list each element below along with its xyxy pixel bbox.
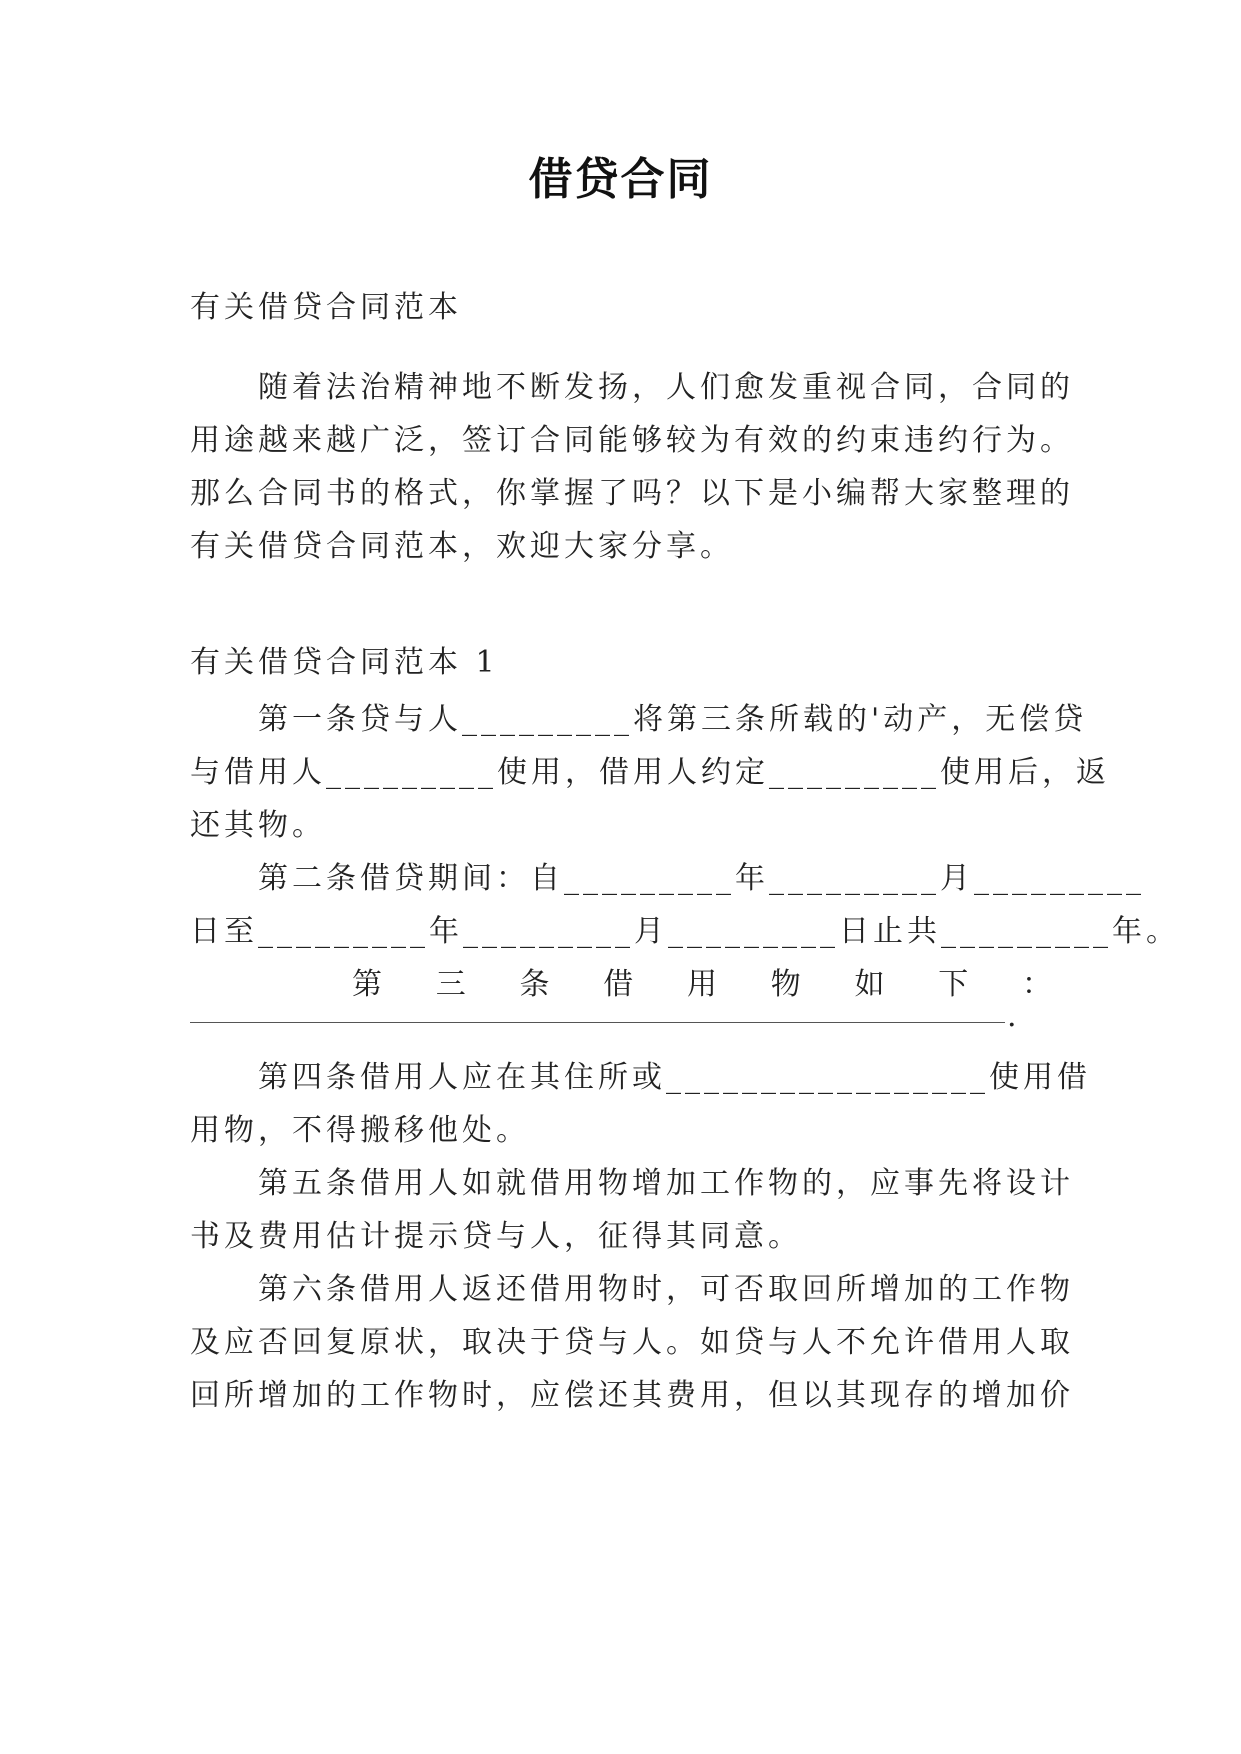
- section-heading: 有关借贷合同范本 1: [190, 645, 499, 680]
- article3-char: 借: [603, 967, 634, 1002]
- article3-char: 三: [435, 967, 466, 1002]
- article1-line-1: 第一条贷与人_________将第三条所载的'动产，无偿贷: [258, 702, 1088, 737]
- article5-line-1: 第五条借用人如就借用物增加工作物的，应事先将设计: [258, 1166, 1074, 1201]
- article6-line-2: 及应否回复原状，取决于贷与人。如贷与人不允许借用人取: [190, 1325, 1074, 1360]
- intro-line-1: 随着法治精神地不断发扬，人们愈发重视合同，合同的: [258, 370, 1074, 405]
- article3-char: 物: [770, 967, 801, 1002]
- article3-char: 下: [938, 967, 969, 1002]
- article3-char: 用: [687, 967, 717, 1002]
- article1-line-2: 与借用人_________使用，借用人约定_________使用后，返: [190, 755, 1110, 790]
- article4-line-2: 用物，不得搬移他处。: [190, 1113, 530, 1148]
- article3-char: ：: [1022, 967, 1052, 1002]
- article6-line-1: 第六条借用人返还借用物时，可否取回所增加的工作物: [258, 1272, 1074, 1307]
- intro-line-3: 那么合同书的格式，你掌握了吗？以下是小编帮大家整理的: [190, 476, 1074, 511]
- article3-char: 如: [854, 967, 885, 1002]
- article4-line-1: 第四条借用人应在其住所或_________________使用借: [258, 1060, 1091, 1095]
- article1-line-3: 还其物。: [190, 808, 326, 843]
- article3-char: 条: [519, 967, 550, 1002]
- intro-line-2: 用途越来越广泛，签订合同能够较为有效的约束违约行为。: [190, 423, 1074, 458]
- article3-fill-line: [190, 1022, 1005, 1023]
- intro-line-4: 有关借贷合同范本，欢迎大家分享。: [190, 529, 734, 564]
- article6-line-3: 回所增加的工作物时，应偿还其费用，但以其现存的增加价: [190, 1378, 1074, 1413]
- article3-char: 第: [352, 967, 382, 1002]
- article2-line-1: 第二条借贷期间：自_________年_________月_________: [258, 861, 1145, 896]
- subtitle: 有关借贷合同范本: [190, 290, 462, 325]
- document-title: 借贷合同: [528, 154, 713, 205]
- article2-line-2: 日至_________年_________月_________日止共_________年。: [190, 914, 1180, 949]
- article3-line: [352, 962, 1052, 1008]
- article5-line-2: 书及费用估计提示贷与人，征得其同意。: [190, 1219, 802, 1254]
- article3-end-dot: .: [1007, 999, 1017, 1034]
